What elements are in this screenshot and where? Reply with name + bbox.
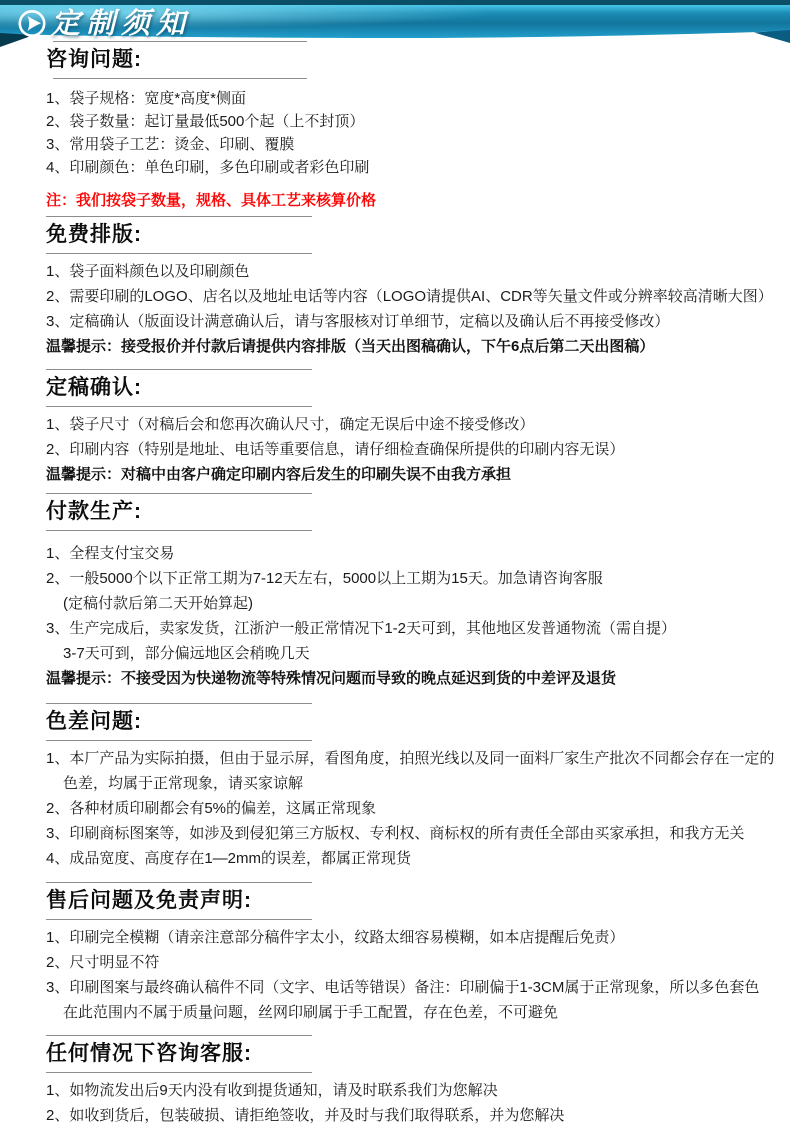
list-item: 1、印刷完全模糊（请亲注意部分稿件字太小，纹路太细容易模糊，如本店提醒后免责） <box>46 929 625 946</box>
section-aftersale-disclaimer <box>46 882 790 1025</box>
list-item-continuation: 3-7天可到，部分偏远地区会稍晚几天 <box>63 645 310 662</box>
page-title: 定制须知 <box>51 6 192 40</box>
list-item: 2、一般5000个以下正常工期为7-12天左右，5000以上工期为15天。加急请咨询客服 <box>46 570 603 587</box>
tip-note: 温馨提示：对稿中由客户确定印刷内容后发生的印刷失误不由我方承担 <box>46 466 512 483</box>
list-item: 3、印刷商标图案等，如涉及到侵犯第三方版权、专利权、商标权的所有责任全部由买家承担，和我方无关 <box>46 825 745 842</box>
list-item: 3、常用袋子工艺：烫金、印刷、覆膜 <box>46 136 295 153</box>
section-heading: 色差问题: <box>46 710 142 733</box>
list-item: 4、成品宽度、高度存在1—2mm的误差，都属正常现货 <box>46 850 412 867</box>
section-consult-questions <box>46 41 790 212</box>
list-item: 1、袋子面料颜色以及印刷颜色 <box>46 263 250 280</box>
list-item: 1、全程支付宝交易 <box>46 545 175 562</box>
list-item: 2、袋子数量：起订量最低500个起（上不封顶） <box>46 113 365 130</box>
list-item: 3、印刷图案与最终确认稿件不同（文字、电话等错误）备注：印刷偏于1-3CM属于正常现象，所以多色套色 <box>46 979 760 996</box>
list-item: 3、生产完成后，卖家发货，江浙沪一般正常情况下1-2天可到，其他地区发普通物流（需自提） <box>46 620 677 637</box>
list-item: 1、本厂产品为实际拍摄，但由于显示屏，看图角度，拍照光线以及同一面料厂家生产批次不同都会存在一定的 <box>46 750 775 767</box>
heading-rule-top <box>46 369 312 370</box>
list-item: 2、如收到货后，包装破损、请拒绝签收，并及时与我们取得联系，并为您解决 <box>46 1107 565 1124</box>
list-item-continuation: 色差，均属于正常现象，请买家谅解 <box>63 775 304 792</box>
section-heading: 付款生产: <box>46 500 142 523</box>
list-item: 1、袋子尺寸（对稿后会和您再次确认尺寸，确定无误后中途不接受修改） <box>46 416 535 433</box>
section-heading: 任何情况下咨询客服: <box>46 1042 252 1065</box>
section-heading: 定稿确认: <box>46 376 142 399</box>
list-item: 1、如物流发出后9天内没有收到提货通知，请及时联系我们为您解决 <box>46 1082 498 1099</box>
list-item: 1、袋子规格：宽度*高度*侧面 <box>46 90 247 107</box>
section-heading: 售后问题及免责声明: <box>46 889 252 912</box>
section-color-difference <box>46 703 790 871</box>
list-item-continuation: 在此范围内不属于质量问题，丝网印刷属于手工配置，存在色差，不可避免 <box>63 1004 559 1021</box>
section-heading: 咨询问题: <box>46 48 142 71</box>
list-item: 3、定稿确认（版面设计满意确认后，请与客服核对订单细节，定稿以及确认后不再接受修改） <box>46 313 670 330</box>
list-item: 2、印刷内容（特别是地址、电话等重要信息，请仔细检查确保所提供的印刷内容无误） <box>46 441 625 458</box>
tip-note: 温馨提示：不接受因为快递物流等特殊情况问题而导致的晚点延迟到货的中差评及退货 <box>46 670 617 687</box>
heading-rule-top <box>46 1035 312 1036</box>
heading-rule-top <box>46 493 312 494</box>
heading-rule-top <box>53 41 307 42</box>
section-final-draft-confirm <box>46 369 790 487</box>
heading-rule-top <box>46 216 312 217</box>
list-item-continuation: (定稿付款后第二天开始算起) <box>63 595 253 612</box>
list-item: 2、各种材质印刷都会有5%的偏差，这属正常现象 <box>46 800 377 817</box>
section-contact-customer-service <box>46 1035 790 1128</box>
tip-note: 温馨提示：接受报价并付款后请提供内容排版（当天出图稿确认，下午6点后第二天出图稿） <box>46 338 655 355</box>
section-free-typesetting <box>46 216 790 359</box>
list-item: 2、需要印刷的LOGO、店名以及地址电话等内容（LOGO请提供AI、CDR等矢量文件或分辨率较高清晰大图） <box>46 288 773 305</box>
red-note: 注：我们按袋子数量，规格、具体工艺来核算价格 <box>46 192 377 209</box>
section-payment-production <box>46 493 790 691</box>
heading-rule-top <box>46 882 312 883</box>
list-item: 4、印刷颜色：单色印刷，多色印刷或者彩色印刷 <box>46 159 370 176</box>
heading-rule-top <box>46 703 312 704</box>
list-item: 2、尺寸明显不符 <box>46 954 160 971</box>
section-heading: 免费排版: <box>46 223 142 246</box>
